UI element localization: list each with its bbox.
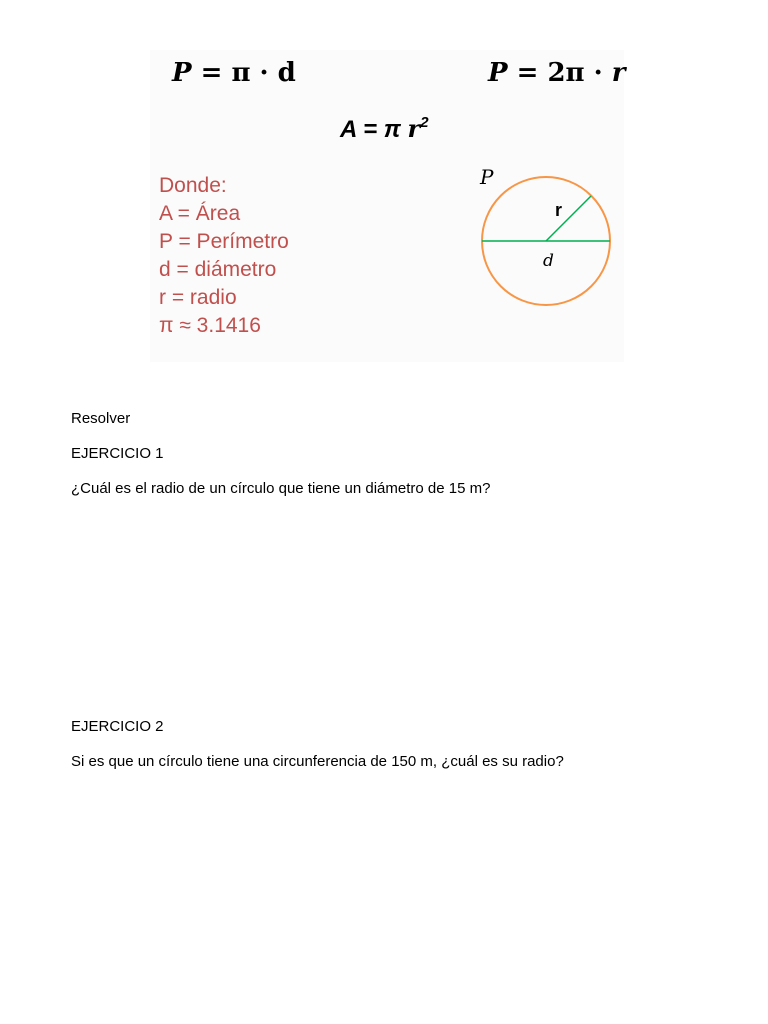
perimeter-radius-formula: P = 2π · r — [488, 58, 626, 88]
exercise2-title: EJERCICIO 2 — [71, 718, 164, 735]
exercise1-question: ¿Cuál es el radio de un círculo que tiene un diámetro de 15 m? — [71, 480, 491, 497]
exercise2-question: Si es que un círculo tiene una circunferencia de 150 m, ¿cuál es su radio? — [71, 753, 564, 770]
diameter-label: d — [543, 251, 554, 271]
legend-item: π ≈ 3.1416 — [159, 314, 261, 337]
legend-item: d = diámetro — [159, 258, 277, 281]
perimeter-diameter-formula: P = π · d — [172, 58, 296, 88]
radius-line — [546, 196, 591, 241]
legend-item: P = Perímetro — [159, 230, 289, 253]
perimeter-label: P — [480, 165, 494, 189]
legend-item: A = Área — [159, 202, 241, 225]
legend-item: Donde: — [159, 174, 227, 197]
circle-formulas-figure — [150, 50, 624, 362]
area-formula: A = π $r^2$ — [340, 114, 429, 143]
resolver-heading: Resolver — [71, 410, 131, 427]
legend-list — [159, 172, 289, 340]
exercise1-title: EJERCICIO 1 — [71, 445, 164, 462]
legend-item: r = radio — [159, 286, 237, 309]
radius-label: r — [555, 200, 563, 220]
circle-diagram — [474, 162, 624, 312]
